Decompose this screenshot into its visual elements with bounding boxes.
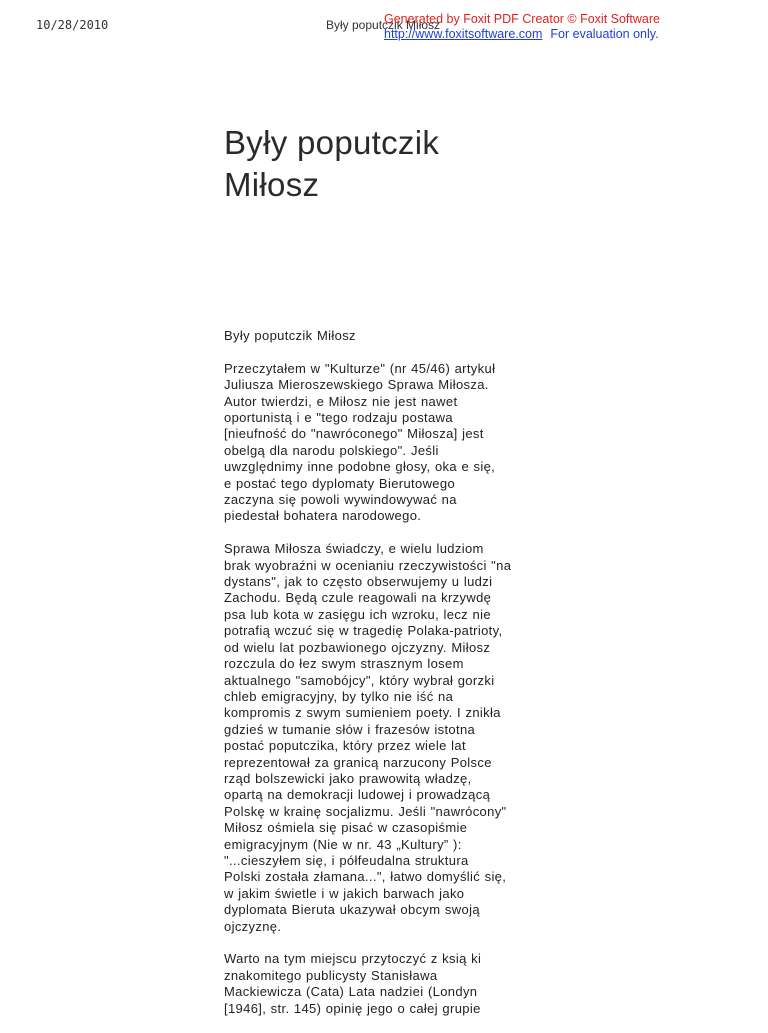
text-line: Były poputczik Miłosz bbox=[224, 328, 356, 343]
watermark-link-line bbox=[384, 27, 660, 42]
text-line: emigracyjnym (Nie w nr. 43 „Kultury” ): bbox=[224, 836, 462, 852]
watermark-generated-text: Generated by Foxit PDF Creator © Foxit Software bbox=[384, 12, 660, 26]
text-line: dystans", jak to często obserwujemy u ludzi bbox=[224, 574, 493, 590]
text-line: brak wyobraźni w ocenianiu rzeczywistości "na bbox=[224, 557, 512, 573]
text-line: w jakim świetle i w jakich barwach jako bbox=[224, 885, 465, 901]
text-line: ojczyznę. bbox=[224, 918, 282, 934]
text-line: uwzględnimy inne podobne głosy, oka e się, bbox=[224, 459, 496, 475]
text-line: Warto na tym miejscu przytoczyć z ksią ki bbox=[224, 951, 482, 967]
article-title-line: Były poputczik bbox=[224, 124, 440, 161]
text-line: Polski została złamana...", łatwo domyślić się, bbox=[224, 869, 507, 885]
text-line: Zachodu. Będą czule reagowali na krzywdę bbox=[224, 590, 492, 606]
text-line: gdzieś w tumanie słów i frazesów istotna bbox=[224, 721, 476, 737]
watermark-evaluation-note: For evaluation only. bbox=[550, 27, 659, 41]
text-line: kompromis z swym sumieniem poety. I znikła bbox=[224, 705, 501, 721]
text-line: psa lub kota w zasięgu ich wzroku, lecz nie bbox=[224, 606, 491, 622]
text-line: Juliusza Mieroszewskiego Sprawa Miłosza. bbox=[224, 377, 489, 393]
text-line: zaczyna się powoli wywindowywać na bbox=[224, 492, 457, 508]
text-line: reprezentował za granicą narzucony Polsce bbox=[224, 754, 492, 770]
article-title bbox=[224, 122, 439, 206]
text-line: obelgą dla narodu polskiego". Jeśli bbox=[224, 442, 439, 458]
text-line: piedestał bohatera narodowego. bbox=[224, 508, 422, 524]
text-line: opartą na demokracji ludowej i prowadzącą bbox=[224, 787, 491, 803]
text-line: e postać tego dyplomaty Bierutowego bbox=[224, 475, 456, 491]
text-line: znakomitego publicysty Stanisława bbox=[224, 967, 438, 983]
text-line: Polskę w krainę socjalizmu. Jeśli "nawrócony" bbox=[224, 803, 507, 819]
text-line: postać poputczika, który przez wiele lat bbox=[224, 738, 466, 754]
article-paragraph bbox=[224, 951, 554, 1017]
text-line: Miłosz ośmiela się pisać w czasopiśmie bbox=[224, 820, 468, 836]
article-paragraph bbox=[224, 361, 554, 525]
watermark-link[interactable]: http://www.foxitsoftware.com bbox=[384, 27, 543, 41]
text-line: Mackiewicza (Cata) Lata nadziei (Londyn bbox=[224, 984, 478, 1000]
text-line: Przeczytałem w "Kulturze" (nr 45/46) artykuł bbox=[224, 360, 496, 376]
text-line: od wielu lat pozbawionego ojczyzny. Miłosz bbox=[224, 639, 491, 655]
text-line: rozczula do łez swym strasznym losem bbox=[224, 656, 464, 672]
text-line: [1946], str. 145) opinię jego o całej grupie bbox=[224, 1000, 481, 1016]
article-title-line: Miłosz bbox=[224, 166, 320, 203]
article-body bbox=[224, 328, 554, 1033]
header-date: 10/28/2010 bbox=[36, 18, 109, 32]
text-line: Sprawa Miłosza świadczy, e wielu ludziom bbox=[224, 541, 484, 557]
text-line: "...cieszyłem się, i półfeudalna struktura bbox=[224, 852, 469, 868]
header-document-title: Były poputczik Miłosz bbox=[326, 18, 441, 32]
text-line: oportunistą i e "tego rodzaju postawa bbox=[224, 410, 453, 426]
text-line: rząd bolszewicki jako prawowitą władzę, bbox=[224, 770, 472, 786]
text-line: aktualnego "samobójcy", który wybrał gorzki bbox=[224, 672, 495, 688]
text-line: dyplomata Bieruta ukazywał obcym swoją bbox=[224, 902, 480, 918]
text-line: [nieufność do "nawróconego" Miłosza] jest bbox=[224, 426, 484, 442]
text-line: potrafią wczuć się w tragedię Polaka-patrioty, bbox=[224, 623, 503, 639]
article-paragraph bbox=[224, 541, 554, 935]
foxit-watermark bbox=[384, 12, 660, 42]
article-heading-paragraph bbox=[224, 328, 554, 344]
text-line: Autor twierdzi, e Miłosz nie jest nawet bbox=[224, 393, 458, 409]
text-line: chleb emigracyjny, by tylko nie iść na bbox=[224, 688, 454, 704]
